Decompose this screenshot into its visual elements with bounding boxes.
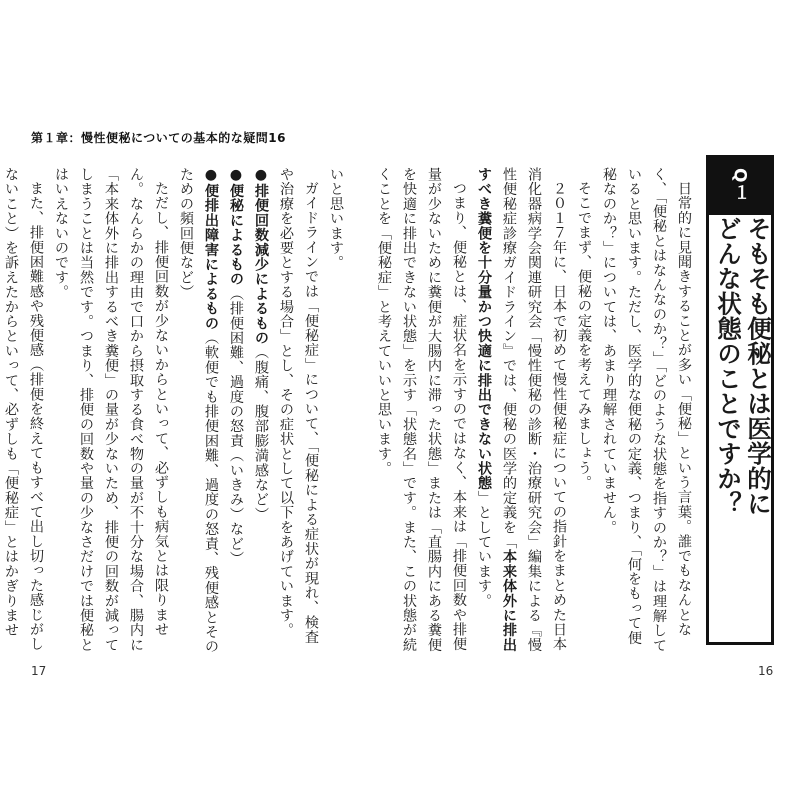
bullet-mark-3: ● [203, 167, 219, 184]
bullet-head-2: 便秘によるもの [228, 183, 244, 287]
bullet-head-3: 便排出障害によるもの [203, 183, 219, 331]
right-paragraph-3 [471, 167, 571, 657]
question-title-line-1: そもそも便秘とは医学的に [744, 216, 773, 516]
symptom-bullet-1 [248, 167, 273, 657]
symptom-bullet-3 [173, 167, 223, 657]
bullet-detail-1: （腹痛、腹部膨満感など） [253, 345, 269, 522]
right-paragraph-4: つまり、便秘とは、症状名を示すのではなく、本来は「排便回数や排便量が少ないために糞便が大腸内に滞った状態」または「直腸内にある糞便を快適に排出できない状態」を示す「状態名」です。また、この状態が続くことを「便秘症」と考えていいと思います。 [376, 167, 467, 653]
page-number-left: 17 [31, 664, 47, 678]
page-number-right: 16 [758, 664, 774, 678]
question-heading-box [706, 155, 774, 645]
left-intro-continued: いと思います。 [328, 167, 344, 270]
left-intro: ガイドラインでは「便秘症」について、「便秘による症状が現れ、検査や治療を必要とする場合」とし、その症状として以下をあげています。 [278, 167, 319, 645]
right-paragraph-2: そこでまず、便秘の定義を考えてみましょう。 [576, 181, 592, 490]
symptom-bullet-2 [223, 167, 248, 657]
definition-emphasis: 本来体外に排出すべき糞便を十分量かつ快適に排出できない状態 [476, 167, 517, 653]
bullet-detail-2: （排便困難、過度の怒責（いきみ）など） [228, 286, 244, 566]
right-page-body [376, 167, 696, 657]
question-title-line-2: どんな状態のことですか？ [714, 216, 743, 516]
bullet-head-1: 排便回数減少によるもの [253, 183, 269, 346]
question-number-badge: Q１ [706, 155, 774, 215]
right-paragraph-3-tail: 」としています。 [476, 490, 492, 609]
left-paragraph-1: ただし、排便回数が少ないからといって、必ずしも病気とは限りません。なんらかの理由で口から摂取する食べ物の量が不十分な場合、腸内に「本来体外に排出するべき糞便」の量が少ないため、排便の回数が減ってしまうことは当然です。つまり、排便の回数や量の少なさだけでは便秘とはいえないのです。 [53, 167, 169, 653]
right-paragraph-1: 日常的に見聞きすることが多い「便秘」という言葉。誰でもなんとなく、「便秘とはなんなのか？」「どのような状態を指すのか？」は理解していると思います。ただし、医学的な便秘の定義、つまり、「何をもって便秘なのか？」については、あまり理解されていません。 [601, 167, 692, 653]
question-title [709, 216, 773, 640]
right-paragraph-3-lead: ２０１７年に、日本で初めて慢性便秘症についての指針をまとめた日本消化器病学会関連研究会「慢性便秘の診断・治療研究会」編集による『慢性便秘症診療ガイドライン』では、便秘の医学的定義を「 [501, 167, 567, 653]
bullet-mark-2: ● [228, 167, 244, 184]
left-paragraph-2: また、排便困難感や残便感（排便を終えてもすべて出し切った感じがしないこと）を訴えたからといって、必ずしも「便秘症」とはかぎりませ [3, 167, 44, 652]
bullet-mark-1: ● [253, 167, 269, 184]
left-page-body [3, 167, 348, 657]
bullet-detail-3: （軟便でも排便困難、過度の怒責、残便感とそのための頻回便など） [178, 167, 219, 654]
running-head: 第１章：慢性便秘についての基本的な疑問16 [31, 131, 286, 145]
